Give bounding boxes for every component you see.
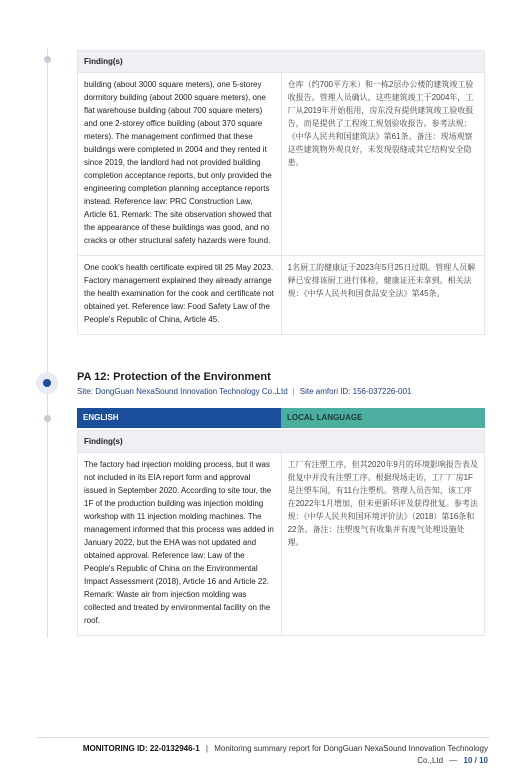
section-title: PA 12: Protection of the Environment (77, 371, 271, 383)
dash: — (449, 756, 458, 765)
finding-local: 仓库（约700平方米）和一栋2层办公楼的建筑竣工验收报告。管理人员确认，这些建筑竣工于2004年，工厂从2019年开始租用，房东没有提供建筑竣工验收报告，而是提供了工程竣工规划验收报告。参考法规：《中华人民共和国建筑法》第61条。备注：现场观察这些建筑物外观良好，未发现裂缝或其它结构安全隐患。 (281, 73, 484, 256)
separator: | (205, 744, 208, 753)
site-amfori-id: Site amfori ID: 156-037226-001 (299, 387, 412, 396)
local-language-column-header: LOCAL LANGUAGE (281, 408, 485, 428)
finding-english: building (about 3000 square meters), one 5-storey dormitory building (about 2000 square meters), one flat warehouse building (about 700 square meters) and one 2-storey office building (about 370 square meters). The management confirmed that these buildings were completed in 2004 and they rented it since 2019, the landlord had not provided building completion acceptance reports, but only provided the engineering completion planning acceptance reports instead. Reference law: PRC Construction Law, Article 61. Remark: The site observation showed that the appearance of these buildings was good, and no cracks or other structural safety hazards were found. (78, 73, 282, 256)
findings-table-continued (77, 50, 485, 335)
english-column-header: ENGLISH (77, 408, 281, 428)
footer-divider (37, 737, 490, 738)
findings-header: Finding(s) (78, 431, 485, 453)
report-description: Monitoring summary report for DongGuan NexaSound Innovation Technology Co.,Ltd (214, 744, 488, 765)
finding-english: One cook's health certificate expired till 25 May 2023. Factory management explained they already arrange the health examination for the cook and certificate not obtained yet. Reference law: Food Safety Law of the People's Republic of China, Article 45. (78, 256, 282, 335)
timeline-tick (44, 415, 51, 422)
findings-table (77, 430, 485, 636)
table-row (78, 73, 485, 256)
table-row (78, 453, 485, 636)
section-marker-icon (36, 372, 58, 394)
timeline-line (47, 48, 48, 638)
finding-local: 工厂有注塑工序，但其2020年9月的环境影响报告表及批复中并没有注塑工序。根据现场走访，工厂厂房1F是注塑车间，有11台注塑机。管理人员告知，该工序在2022年1月增加，但未更新环评及获得批复。参考法规：《中华人民共和国环境评价法》（2018）第16条和22条。备注：注塑废气有收集并有废气处理设施处理。 (281, 453, 484, 636)
page-number: 10 / 10 (463, 756, 488, 765)
language-header (77, 408, 485, 428)
findings-header: Finding(s) (78, 51, 485, 73)
finding-local: 1名厨工的健康证于2023年5月25日过期。管理人员解释已安排该厨工进行体检，健康证还未拿到。相关法规：《中华人民共和国食品安全法》第45条。 (281, 256, 484, 335)
section-site-info (77, 387, 411, 396)
separator: | (292, 387, 295, 396)
site-name: Site: DongGuan NexaSound Innovation Technology Co.,Ltd (77, 387, 288, 396)
timeline-tick (44, 56, 51, 63)
finding-english: The factory had injection molding process, but it was not included in its EIA report form and approval issued in September 2020. According to site tour, the 1F of the production building was injection molding workshop with 11 injection molding machines. The management informed that this process was added in January 2022, but the EHA was not updated and obtained approval. Reference law: Law of the People's Republic of China on the Environmental Impact Assessment (2018), Article 16 and Article 22. Remark: Waste air from injection molding was collected and treated by environmental facility on the roof. (78, 453, 282, 636)
table-row (78, 256, 485, 335)
monitoring-id: MONITORING ID: 22-0132946-1 (82, 744, 200, 753)
page-footer (60, 743, 488, 767)
